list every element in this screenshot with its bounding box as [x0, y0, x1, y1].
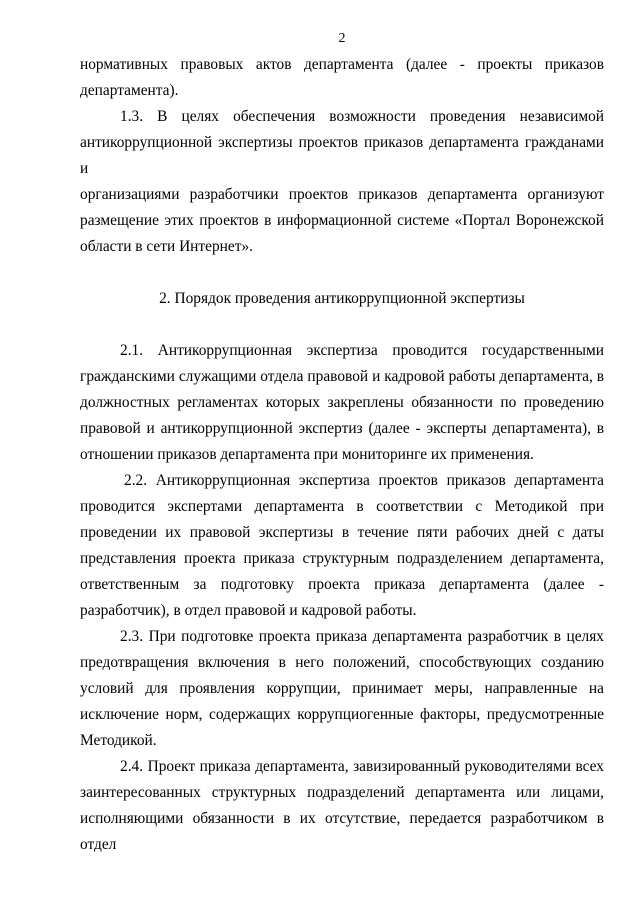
text-line: проведении их правовой экспертизы в течение пяти рабочих дней с даты: [80, 524, 604, 541]
text-line: области в сети Интернет».: [80, 238, 254, 255]
paragraph-2-2: [80, 468, 604, 624]
text-line: отношении приказов департамента при мониторинге их применения.: [80, 446, 534, 463]
paragraph-1-2-continuation: [80, 52, 604, 104]
text-line: разработчик), в отдел правовой и кадровой работы.: [80, 602, 417, 619]
page-number: 2: [338, 31, 346, 46]
text-line: должностных регламентах которых закреплены обязанности по проведению: [80, 394, 604, 411]
paragraph-1-3: [80, 104, 604, 260]
text-line: 2.4. Проект приказа департамента, завизированный руководителями всех: [120, 758, 604, 775]
paragraph-2-4: [80, 754, 604, 858]
text-line: 2.2. Антикоррупционная экспертиза проектов приказов департамента: [124, 472, 604, 489]
text-line: исполняющими обязанности в их отсутствие, передается разработчиком в отдел: [80, 810, 604, 853]
text-line: 2.1. Антикоррупционная экспертиза проводится государственными: [120, 342, 604, 359]
text-line: проводится экспертами департамента в соответствии с Методикой при: [80, 498, 604, 515]
text-line: заинтересованных структурных подразделений департамента или лицами,: [80, 784, 604, 801]
text-line: 1.3. В целях обеспечения возможности проведения независимой: [120, 108, 604, 125]
text-line: нормативных правовых актов департамента (далее - проекты приказов: [80, 56, 604, 73]
paragraph-2-3: [80, 624, 604, 754]
text-line: условий для проявления коррупции, принимает меры, направленные на: [80, 680, 604, 697]
text-line: предотвращения включения в него положений, способствующих созданию: [80, 654, 604, 671]
section-heading: 2. Порядок проведения антикоррупционной экспертизы: [159, 290, 525, 307]
text-line: антикоррупционной экспертизы проектов приказов департамента гражданами и: [80, 134, 604, 177]
text-line: организациями разработчики проектов приказов департамента организуют: [80, 186, 604, 203]
text-line: Методикой.: [80, 732, 157, 749]
text-line: ответственным за подготовку проекта приказа департамента (далее -: [80, 576, 604, 593]
text-line: исключение норм, содержащих коррупциогенные факторы, предусмотренные: [80, 706, 604, 723]
text-line: департамента).: [80, 82, 179, 99]
paragraph-2-1: [80, 338, 604, 468]
text-line: гражданскими служащими отдела правовой и кадровой работы департамента, в: [80, 368, 604, 385]
text-line: размещение этих проектов в информационной системе «Портал Воронежской: [80, 212, 604, 229]
text-line: 2.3. При подготовке проекта приказа департамента разработчик в целях: [120, 628, 604, 645]
document-page: [80, 30, 604, 858]
text-line: правовой и антикоррупционной экспертиз (далее - эксперты департамента), в: [80, 420, 604, 437]
text-line: представления проекта приказа структурным подразделением департамента,: [80, 550, 604, 567]
